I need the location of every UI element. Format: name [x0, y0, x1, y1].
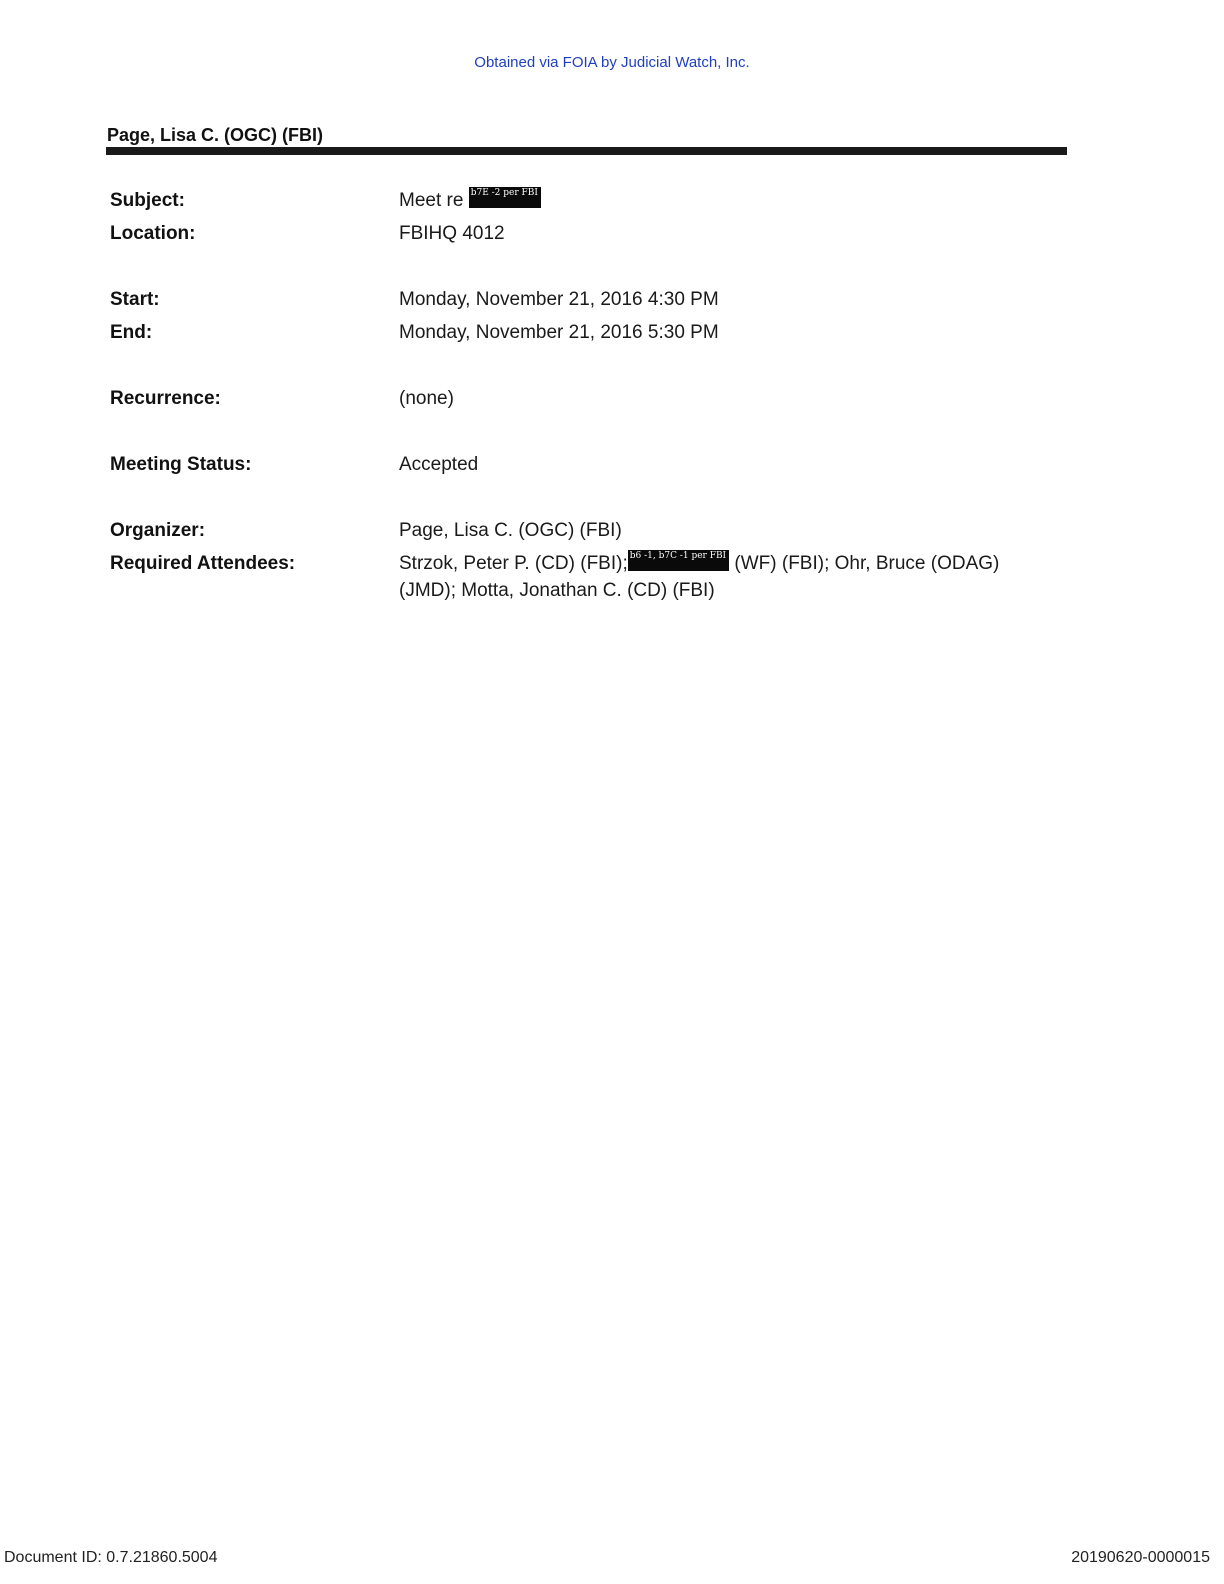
start-label: Start:	[110, 289, 160, 310]
mailbox-owner-header: Page, Lisa C. (OGC) (FBI)	[107, 125, 324, 145]
document-id: Document ID: 0.7.21860.5004	[4, 1549, 218, 1566]
location-value: FBIHQ 4012	[399, 223, 505, 244]
required-attendees-label: Required Attendees:	[110, 553, 296, 574]
bates-number: 20190620-0000015	[1071, 1549, 1210, 1566]
recurrence-label: Recurrence:	[110, 388, 221, 409]
subject-label: Subject:	[110, 190, 185, 211]
attendees-text-part2: (WF) (FBI); Ohr, Bruce (ODAG) (JMD); Motta, Jonathan C. (CD) (FBI)	[399, 553, 1000, 601]
subject-value	[399, 187, 1059, 214]
end-label: End:	[110, 322, 153, 343]
end-value: Monday, November 21, 2016 5:30 PM	[399, 322, 719, 343]
organizer-label: Organizer:	[110, 520, 206, 541]
location-label: Location:	[110, 223, 196, 244]
start-value: Monday, November 21, 2016 4:30 PM	[399, 289, 719, 310]
required-attendees-value	[399, 550, 1059, 604]
recurrence-value: (none)	[399, 388, 454, 409]
organizer-value: Page, Lisa C. (OGC) (FBI)	[399, 520, 622, 541]
meeting-status-value: Accepted	[399, 454, 479, 475]
attendees-redaction: b6 -1, b7C -1 per FBI	[628, 550, 729, 571]
subject-redaction: b7E -2 per FBI	[469, 187, 541, 208]
subject-text: Meet re	[399, 190, 464, 211]
attendees-text-part1: Strzok, Peter P. (CD) (FBI);	[399, 553, 628, 574]
foia-watermark: Obtained via FOIA by Judicial Watch, Inc.	[474, 54, 750, 71]
meeting-status-label: Meeting Status:	[110, 454, 252, 475]
header-rule	[106, 147, 1067, 155]
